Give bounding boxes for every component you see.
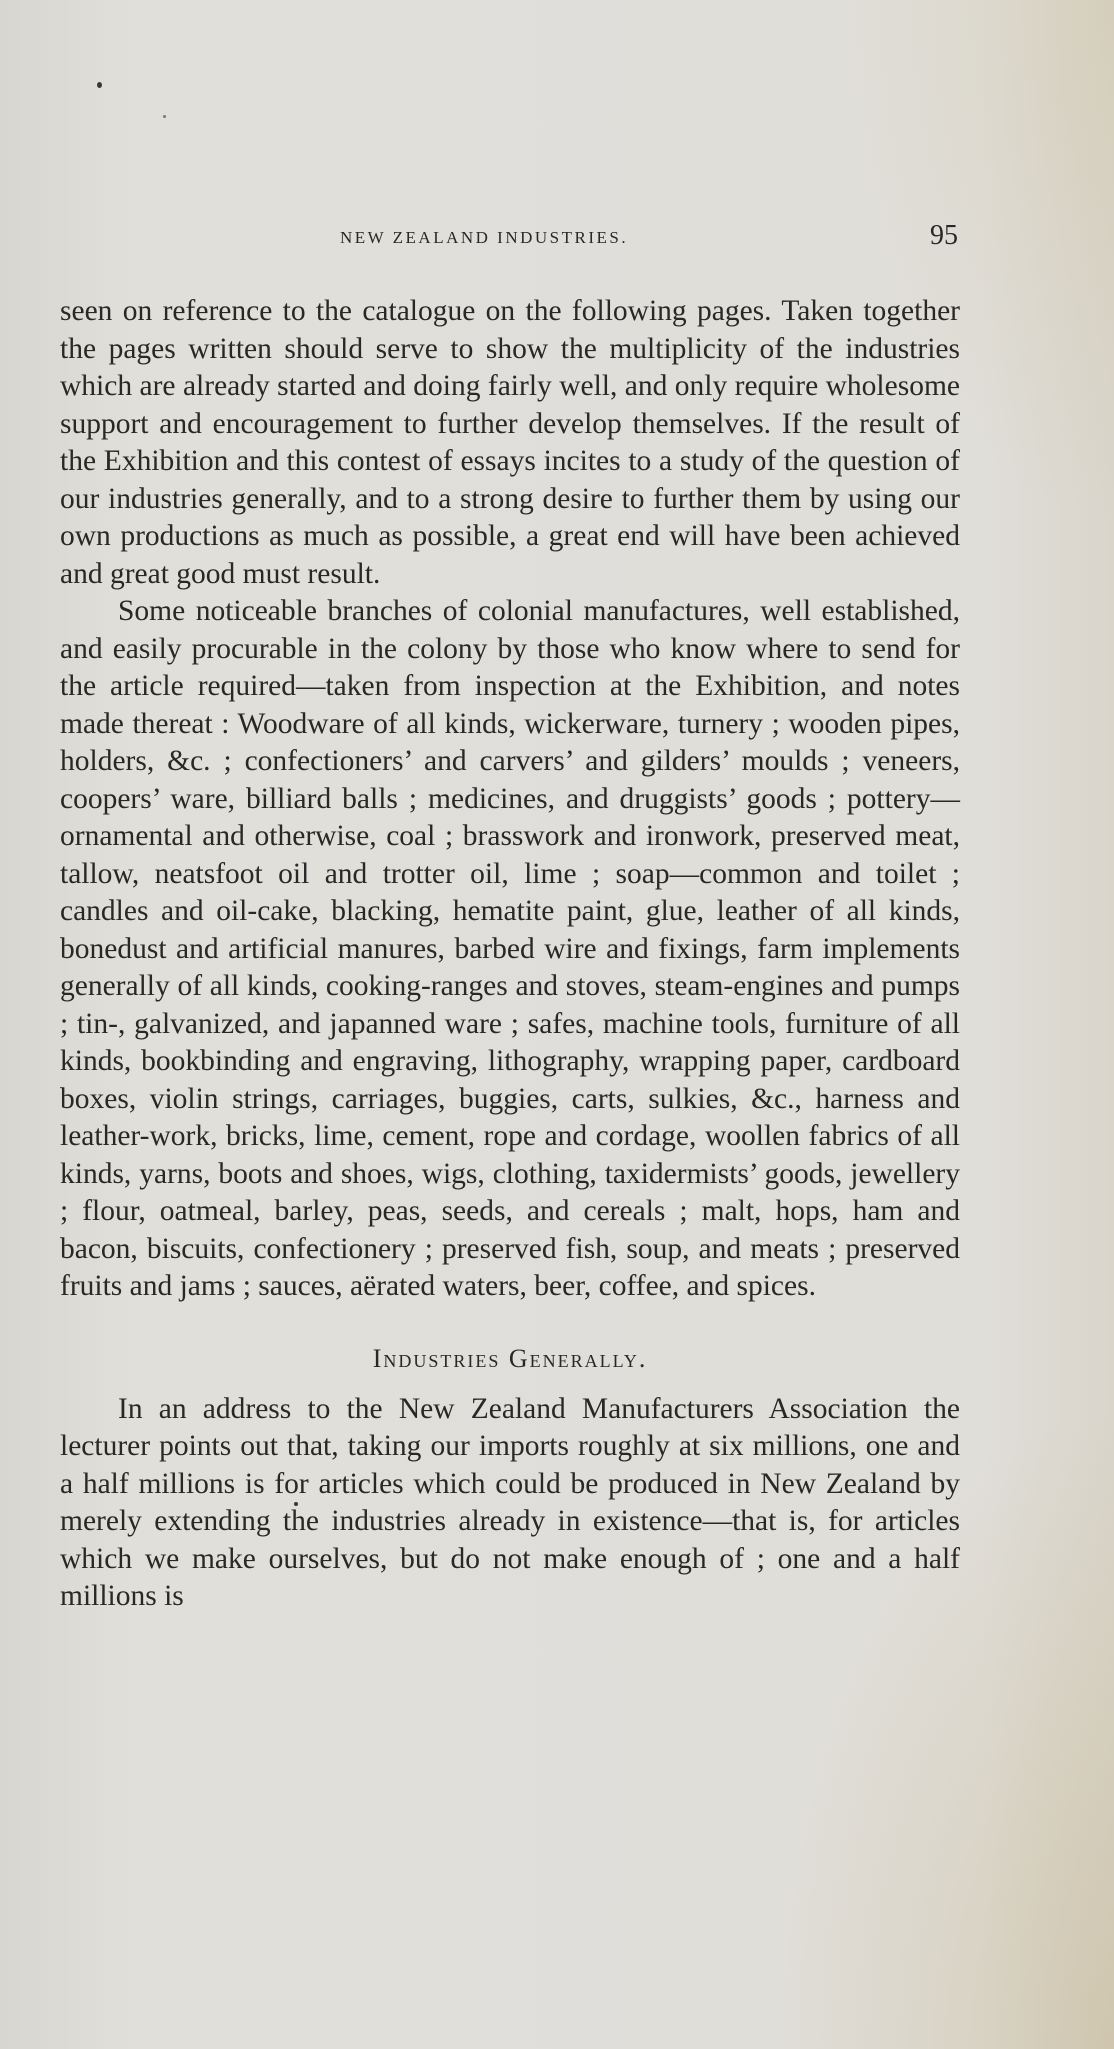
- page-number: 95: [930, 220, 958, 251]
- paragraph: In an address to the New Zealand Manufacturers Association the lecturer points out that, taking our imports roughly at six millions, one and a half millions is for articles which could be produced in New Zealand by merely extending the industries already in existence—that is, for articles which we make ourselves, but do not make enough of ; one and a half millions is: [60, 1392, 960, 1612]
- running-title: NEW ZEALAND INDUSTRIES.: [340, 228, 629, 247]
- ink-speck: [97, 82, 102, 88]
- section-heading: Industries Generally.: [372, 1343, 648, 1373]
- body-text: [60, 293, 960, 1616]
- running-header: [60, 220, 960, 264]
- paragraph: seen on reference to the catalogue on the following pages. Taken together the pages written should serve to show the multiplicity of the industries which are already started and doing fairly well, and only require wholesome support and encouragement to further develop themselves. If the result of the Exhibition and this contest of essays incites to a study of the question of our industries generally, and to a strong desire to further them by using our own productions as much as possible, a great end will have been achieved and great good must result.: [60, 295, 960, 590]
- ink-speck: [163, 115, 166, 118]
- paragraph: Some noticeable branches of colonial manufactures, well established, and easily procurable in the colony by those who know where to send for the article required—taken from inspection at the Exhibition, and notes made thereat : Woodware of all kinds, wickerware, turnery ; wooden pipes, holders, &c. ; confectioners’ and carvers’ and gilders’ moulds ; veneers, coopers’ ware, billiard balls ; medicines, and druggists’ goods ; pottery—ornamental and otherwise, coal ; brasswork and ironwork, preserved meat, tallow, neatsfoot oil and trotter oil, lime ; soap—common and toilet ; candles and oil-cake, blacking, hematite paint, glue, leather of all kinds, bonedust and artificial manures, barbed wire and fixings, farm implements generally of all kinds, cooking-ranges and stoves, steam-engines and pumps ; tin-, galvanized, and japanned ware ; safes, machine tools, furniture of all kinds, bookbinding and engraving, lithography, wrapping paper, cardboard boxes, violin strings, carriages, buggies, carts, sulkies, &c., harness and leather-work, bricks, lime, cement, rope and cordage, woollen fabrics of all kinds, yarns, boots and shoes, wigs, clothing, taxidermists’ goods, jewellery ; flour, oatmeal, barley, peas, seeds, and cereals ; malt, hops, ham and bacon, biscuits, confectionery ; preserved fish, soup, and meats ; preserved fruits and jams ; sauces, aërated waters, beer, coffee, and spices.: [60, 595, 960, 1302]
